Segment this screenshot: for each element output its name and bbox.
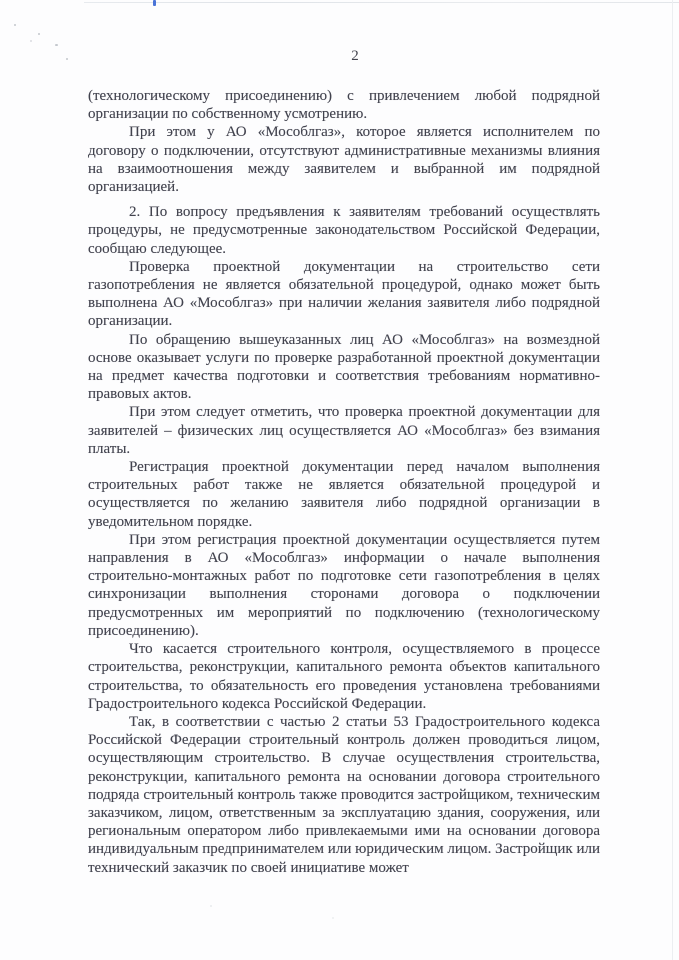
scan-speckle: [66, 58, 68, 60]
scan-speckle: [30, 40, 32, 42]
scan-artifact-right-edge: [672, 0, 673, 960]
paragraph: Регистрация проектной документации перед началом выполнения строительных работ также не является обязательной процедурой и осуществляется по желанию заявителя либо подрядной организации в уведомительном порядке.: [88, 459, 600, 530]
paragraph: Так, в соответствии с частью 2 статьи 53 Градостроительного кодекса Российской Федерации строительный контроль должен проводиться лицом, осуществляющим строительство. В случае осуществления строительства, реконструкции, капитального ремонта на основании договора строительного подряда строительный контроль также проводится застройщиком, техническим заказчиком, лицом, ответственным за эксплуатацию здания, сооружения, или региональным оператором либо привлекаемыми ими на основании договора индивидуальным предпринимателем или юридическим лицом. Застройщик или технический заказчик по своей инициативе может: [88, 713, 600, 876]
scan-speckle: [38, 33, 40, 35]
paragraph: (технологическому присоединению) с привлечением любой подрядной организации по собственному усмотрению.: [88, 88, 600, 123]
paragraph: При этом следует отметить, что проверка проектной документации для заявителей – физических лиц осуществляется АО «Мособлгаз» без взимания платы.: [88, 404, 600, 457]
paragraph: Проверка проектной документации на строительство сети газопотребления не является обязательной процедурой, однако может быть выполнена АО «Мособлгаз» при наличии желания заявителя либо подрядной организации.: [88, 258, 600, 330]
page-number: 2: [351, 48, 359, 64]
text-column: [88, 87, 600, 877]
paragraph: При этом регистрация проектной документации осуществляется путем направления в АО «Мособлгаз» информации о начале выполнения строительно-монтажных работ по подготовке сети газопотребления в целях синхронизации выполнения сторонами договора о подключении предусмотренных им мероприятий по подключению (технологическому присоединению).: [88, 531, 600, 639]
scan-speckle: [210, 905, 212, 907]
paragraph: При этом у АО «Мособлгаз», которое является исполнителем по договору о подключении, отсутствуют административные механизмы влияния на взаимоотношения между заявителем и выбранной им подрядной организацией.: [88, 124, 600, 196]
scan-artifact-blue-mark: [153, 0, 156, 6]
paragraph: По обращению вышеуказанных лиц АО «Мособлгаз» на возмездной основе оказывает услуги по проверке разработанной проектной документации на предмет качества подготовки и соответствия требованиям нормативно-правовых актов.: [88, 331, 600, 403]
paragraph: Что касается строительного контроля, осуществляемого в процессе строительства, реконструкции, капитального ремонта объектов капитального строительства, то обязательность его проведения установлена требованиями Градостроительного кодекса Российской Федерации.: [88, 641, 600, 712]
scan-speckle: [332, 917, 334, 919]
scan-speckle: [14, 24, 16, 26]
scan-speckle: [55, 44, 58, 46]
paragraph: 2. По вопросу предъявления к заявителям требований осуществлять процедуры, не предусмотренные законодательством Российской Федерации, сообщаю следующее.: [88, 204, 600, 257]
scan-artifact-top-line: [84, 2, 679, 3]
